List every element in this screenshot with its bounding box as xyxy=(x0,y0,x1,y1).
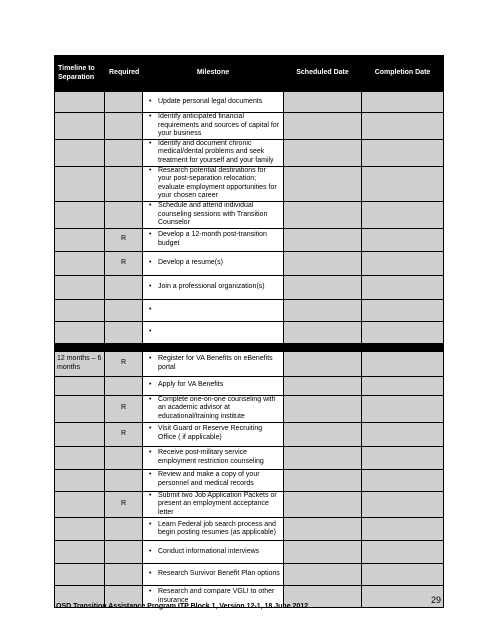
cell-milestone xyxy=(143,228,284,251)
cell-scheduled-date[interactable] xyxy=(284,376,362,395)
cell-completion-date[interactable] xyxy=(362,139,444,166)
bullet-icon: • xyxy=(149,588,152,596)
table-row xyxy=(55,201,444,228)
cell-timeline: 12 months – 6 months xyxy=(55,351,105,376)
cell-scheduled-date[interactable] xyxy=(284,422,362,446)
cell-required xyxy=(105,469,143,491)
cell-timeline xyxy=(55,92,105,113)
cell-scheduled-date[interactable] xyxy=(284,92,362,113)
table-row xyxy=(55,113,444,140)
cell-milestone xyxy=(143,275,284,299)
itp-milestone-table xyxy=(54,55,444,608)
cell-completion-date[interactable] xyxy=(362,299,444,321)
bullet-icon: • xyxy=(149,355,152,363)
cell-scheduled-date[interactable] xyxy=(284,518,362,541)
cell-milestone xyxy=(143,351,284,376)
page-number: 29 xyxy=(431,595,442,605)
header-scheduled-date: Scheduled Date xyxy=(284,56,362,92)
milestone-text: Research and compare VGLI to other insurance xyxy=(158,588,275,604)
table-row xyxy=(55,351,444,376)
cell-milestone xyxy=(143,491,284,518)
cell-completion-date[interactable] xyxy=(362,351,444,376)
cell-required xyxy=(105,166,143,201)
bullet-icon: • xyxy=(149,113,152,120)
bullet-icon: • xyxy=(149,471,152,479)
cell-timeline xyxy=(55,395,105,422)
cell-required: R xyxy=(105,491,143,518)
cell-required xyxy=(105,321,143,343)
cell-timeline xyxy=(55,201,105,228)
cell-completion-date[interactable] xyxy=(362,166,444,201)
cell-timeline xyxy=(55,469,105,491)
cell-required xyxy=(105,518,143,541)
milestone-text: Research potential destinations for your post-separation relocation; evaluate employment opportunities for your chosen career xyxy=(158,166,277,200)
bullet-icon: • xyxy=(149,520,152,528)
cell-required xyxy=(105,139,143,166)
milestone-text: Receive post-military service employment restriction counseling xyxy=(158,448,264,465)
table-row xyxy=(55,321,444,343)
bullet-icon: • xyxy=(149,139,152,147)
bullet-icon: • xyxy=(149,570,152,578)
cell-scheduled-date[interactable] xyxy=(284,113,362,140)
cell-scheduled-date[interactable] xyxy=(284,446,362,469)
bullet-icon: • xyxy=(149,201,152,209)
cell-scheduled-date[interactable] xyxy=(284,491,362,518)
cell-milestone xyxy=(143,166,284,201)
table-row xyxy=(55,564,444,586)
table-body xyxy=(55,92,444,608)
cell-completion-date[interactable] xyxy=(362,422,444,446)
cell-required: R xyxy=(105,351,143,376)
table-row xyxy=(55,275,444,299)
cell-milestone xyxy=(143,299,284,321)
table-header-row xyxy=(55,56,444,92)
table-row xyxy=(55,395,444,422)
cell-completion-date[interactable] xyxy=(362,321,444,343)
cell-milestone xyxy=(143,376,284,395)
table-row xyxy=(55,166,444,201)
bullet-icon: • xyxy=(149,282,152,290)
cell-scheduled-date[interactable] xyxy=(284,321,362,343)
milestone-text: Submit two Job Application Packets or present an employment acceptance letter xyxy=(158,491,277,516)
milestone-text: Apply for VA Benefits xyxy=(158,381,224,389)
cell-timeline xyxy=(55,564,105,586)
cell-milestone xyxy=(143,469,284,491)
cell-scheduled-date[interactable] xyxy=(284,299,362,321)
cell-timeline xyxy=(55,446,105,469)
bullet-icon: • xyxy=(149,547,152,555)
cell-milestone xyxy=(143,446,284,469)
cell-completion-date[interactable] xyxy=(362,491,444,518)
cell-timeline xyxy=(55,275,105,299)
cell-milestone xyxy=(143,92,284,113)
cell-milestone xyxy=(143,395,284,422)
cell-completion-date[interactable] xyxy=(362,251,444,275)
section-divider xyxy=(55,343,444,351)
milestone-text: Schedule and attend individual counseling sessions with Transition Counselor xyxy=(158,201,268,227)
cell-timeline xyxy=(55,228,105,251)
cell-completion-date[interactable] xyxy=(362,228,444,251)
cell-completion-date[interactable] xyxy=(362,113,444,140)
cell-milestone xyxy=(143,518,284,541)
cell-required xyxy=(105,446,143,469)
bullet-icon: • xyxy=(149,97,152,105)
milestone-text: Complete one-on-one counseling with an academic advisor at educational/training institute xyxy=(158,395,276,420)
cell-required xyxy=(105,564,143,586)
cell-required: R xyxy=(105,251,143,275)
table-row xyxy=(55,469,444,491)
cell-scheduled-date[interactable] xyxy=(284,395,362,422)
cell-completion-date[interactable] xyxy=(362,275,444,299)
cell-timeline xyxy=(55,166,105,201)
cell-required xyxy=(105,201,143,228)
cell-milestone xyxy=(143,251,284,275)
milestone-text: Register for VA Benefits on eBenefits portal xyxy=(158,355,273,371)
cell-completion-date[interactable] xyxy=(362,469,444,491)
cell-milestone xyxy=(143,139,284,166)
cell-completion-date[interactable] xyxy=(362,564,444,586)
cell-milestone xyxy=(143,201,284,228)
cell-scheduled-date[interactable] xyxy=(284,351,362,376)
bullet-icon: • xyxy=(149,448,152,456)
table-row xyxy=(55,228,444,251)
table-row xyxy=(55,518,444,541)
bullet-icon: • xyxy=(149,381,152,389)
cell-required xyxy=(105,541,143,564)
table-row xyxy=(55,299,444,321)
table-row xyxy=(55,491,444,518)
cell-milestone xyxy=(143,321,284,343)
cell-milestone xyxy=(143,113,284,140)
cell-timeline xyxy=(55,251,105,275)
cell-milestone xyxy=(143,422,284,446)
cell-completion-date[interactable] xyxy=(362,541,444,564)
bullet-icon: • xyxy=(149,166,152,174)
cell-milestone xyxy=(143,541,284,564)
cell-timeline xyxy=(55,376,105,395)
cell-timeline xyxy=(55,139,105,166)
cell-scheduled-date[interactable] xyxy=(284,166,362,201)
milestone-text: Identify anticipated financial requirements and sources of capital for your business xyxy=(158,113,280,138)
milestone-text: Join a professional organization(s) xyxy=(158,282,265,290)
milestone-text: Develop a resume(s) xyxy=(158,258,223,266)
milestone-text: Develop a 12-month post-transition budget xyxy=(158,231,267,247)
table-row xyxy=(55,139,444,166)
cell-timeline xyxy=(55,299,105,321)
milestone-text: Research Survivor Benefit Plan options xyxy=(158,570,280,578)
table-row xyxy=(55,446,444,469)
bullet-icon: • xyxy=(149,327,152,335)
cell-scheduled-date[interactable] xyxy=(284,541,362,564)
divider-bar xyxy=(55,343,444,351)
cell-timeline xyxy=(55,422,105,446)
cell-completion-date[interactable] xyxy=(362,518,444,541)
bullet-icon: • xyxy=(149,395,152,403)
milestone-text: Visit Guard or Reserve Recruiting Office ( if applicable) xyxy=(158,425,263,441)
table-row xyxy=(55,376,444,395)
table-row xyxy=(55,541,444,564)
cell-scheduled-date[interactable] xyxy=(284,275,362,299)
header-required: Required xyxy=(105,56,143,92)
cell-scheduled-date[interactable] xyxy=(284,201,362,228)
table-row xyxy=(55,251,444,275)
header-milestone: Milestone xyxy=(143,56,284,92)
table-row xyxy=(55,422,444,446)
cell-milestone xyxy=(143,564,284,586)
cell-required xyxy=(105,92,143,113)
header-completion-date: Completion Date xyxy=(362,56,444,92)
cell-timeline xyxy=(55,541,105,564)
milestone-text: Identify and document chronic medical/dental problems and seek treatment for yourself and your family xyxy=(158,139,274,164)
cell-completion-date[interactable] xyxy=(362,446,444,469)
milestone-text: Update personal legal documents xyxy=(158,97,263,105)
cell-required: R xyxy=(105,228,143,251)
milestone-text: Conduct informational interviews xyxy=(158,547,260,555)
cell-timeline xyxy=(55,491,105,518)
bullet-icon: • xyxy=(149,491,152,499)
bullet-icon: • xyxy=(149,258,152,266)
cell-scheduled-date[interactable] xyxy=(284,139,362,166)
cell-required: R xyxy=(105,395,143,422)
table-row xyxy=(55,92,444,113)
cell-completion-date[interactable] xyxy=(362,92,444,113)
milestone-text: Review and make a copy of your personnel and medical records xyxy=(158,471,260,487)
cell-completion-date[interactable] xyxy=(362,201,444,228)
cell-required xyxy=(105,275,143,299)
bullet-icon: • xyxy=(149,425,152,433)
cell-required xyxy=(105,376,143,395)
cell-completion-date[interactable] xyxy=(362,395,444,422)
cell-required xyxy=(105,113,143,140)
cell-timeline xyxy=(55,518,105,541)
cell-timeline xyxy=(55,113,105,140)
cell-scheduled-date[interactable] xyxy=(284,251,362,275)
cell-scheduled-date[interactable] xyxy=(284,469,362,491)
bullet-icon: • xyxy=(149,305,152,313)
header-timeline: Timeline to Separation xyxy=(55,56,105,92)
milestone-text: Learn Federal job search process and begin posting resumes (as applicable) xyxy=(158,520,276,537)
cell-required: R xyxy=(105,422,143,446)
cell-completion-date[interactable] xyxy=(362,376,444,395)
cell-scheduled-date[interactable] xyxy=(284,564,362,586)
cell-scheduled-date[interactable] xyxy=(284,228,362,251)
page-footer: OSD Transition Assistance Program ITP Block 1, Version 12-1, 18 June 2012 xyxy=(56,603,309,610)
cell-timeline xyxy=(55,321,105,343)
bullet-icon: • xyxy=(149,231,152,239)
cell-required xyxy=(105,299,143,321)
